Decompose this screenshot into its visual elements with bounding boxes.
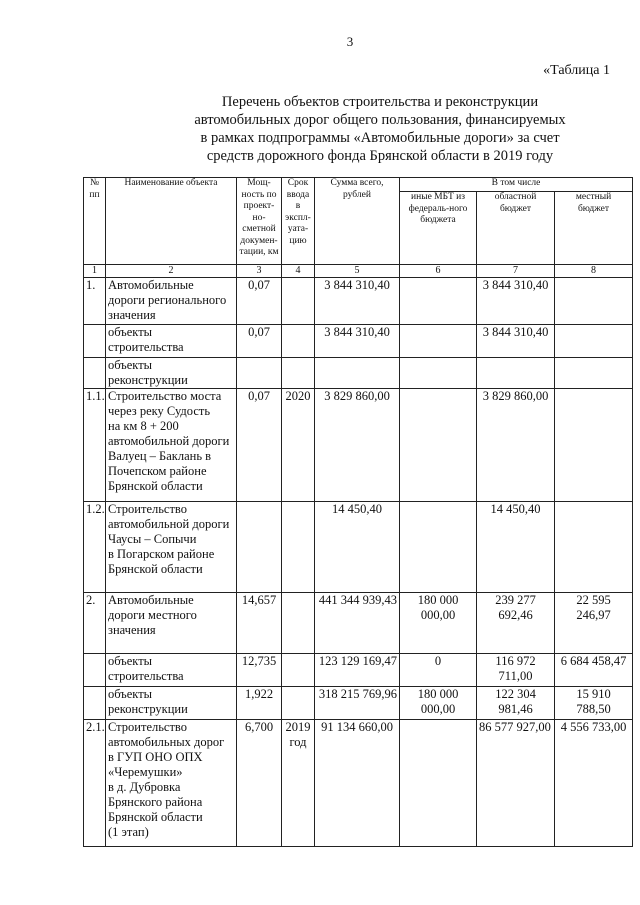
mbt-federal — [400, 720, 477, 847]
mbt-federal — [400, 389, 477, 502]
capacity-value: 0,07 — [237, 278, 282, 325]
table-row — [84, 654, 633, 687]
header-name: Наименование объекта — [106, 178, 237, 265]
total-sum: 3 844 310,40 — [315, 325, 400, 358]
mbt-federal — [400, 325, 477, 358]
regional-budget: 122 304 981,46 — [477, 687, 555, 720]
regional-budget: 3 844 310,40 — [477, 278, 555, 325]
deadline-value — [282, 278, 315, 325]
table-row — [84, 502, 633, 593]
object-name: объекты реконструкции — [106, 358, 237, 389]
row-number — [84, 687, 106, 720]
row-number: 2.1. — [84, 720, 106, 847]
table-row — [84, 720, 633, 847]
regional-budget: 116 972 711,00 — [477, 654, 555, 687]
header-regional: областной бюджет — [477, 192, 555, 265]
capacity-value: 6,700 — [237, 720, 282, 847]
column-numbers-row — [84, 265, 633, 278]
table-row — [84, 687, 633, 720]
table-row — [84, 389, 633, 502]
deadline-value — [282, 687, 315, 720]
mbt-federal: 180 000 000,00 — [400, 687, 477, 720]
row-number — [84, 325, 106, 358]
header-total: Сумма всего, рублей — [315, 178, 400, 265]
page-number: 3 — [346, 34, 354, 49]
header-mbt: иные МБТ из федераль-ного бюджета — [400, 192, 477, 265]
object-name: объекты реконструкции — [106, 687, 237, 720]
regional-budget: 3 829 860,00 — [477, 389, 555, 502]
header-num: № пп — [84, 178, 106, 265]
title-line: в рамках подпрограммы «Автомобильные дороги» за счет — [200, 130, 560, 146]
mbt-federal — [400, 278, 477, 325]
deadline-value — [282, 358, 315, 389]
object-name: Строительство моста через реку Судость на км 8 + 200 автомобильной дороги Валуец – Баклань в Почепском районе Брянской области — [106, 389, 237, 502]
regional-budget: 86 577 927,00 — [477, 720, 555, 847]
column-number: 8 — [555, 265, 633, 278]
total-sum — [315, 358, 400, 389]
local-budget — [555, 358, 633, 389]
table-row — [84, 325, 633, 358]
objects-table — [83, 177, 633, 847]
mbt-federal: 0 — [400, 654, 477, 687]
row-number — [84, 654, 106, 687]
row-number: 1.1. — [84, 389, 106, 502]
capacity-value: 1,922 — [237, 687, 282, 720]
header-capacity: Мощ- ность по проект- но- сметной докумен- тации, км — [237, 178, 282, 265]
deadline-value — [282, 325, 315, 358]
column-number: 5 — [315, 265, 400, 278]
row-number — [84, 358, 106, 389]
object-name: Строительство автомобильных дорог в ГУП ОНО ОПХ «Черемушки» в д. Дубровка Брянского района Брянской области (1 этап) — [106, 720, 237, 847]
local-budget: 6 684 458,47 — [555, 654, 633, 687]
object-name: Автомобильные дороги местного значения — [106, 593, 237, 654]
deadline-value: 2020 — [282, 389, 315, 502]
total-sum: 3 844 310,40 — [315, 278, 400, 325]
capacity-value — [237, 502, 282, 593]
capacity-value: 0,07 — [237, 389, 282, 502]
column-number: 7 — [477, 265, 555, 278]
local-budget — [555, 389, 633, 502]
row-number: 1.2. — [84, 502, 106, 593]
capacity-value: 12,735 — [237, 654, 282, 687]
mbt-federal: 180 000 000,00 — [400, 593, 477, 654]
table-row — [84, 278, 633, 325]
total-sum: 441 344 939,43 — [315, 593, 400, 654]
capacity-value: 14,657 — [237, 593, 282, 654]
deadline-value — [282, 502, 315, 593]
total-sum: 123 129 169,47 — [315, 654, 400, 687]
regional-budget: 3 844 310,40 — [477, 325, 555, 358]
object-name: Строительство автомобильной дороги Чаусы – Сопычи в Погарском районе Брянской области — [106, 502, 237, 593]
local-budget — [555, 325, 633, 358]
deadline-value — [282, 654, 315, 687]
column-number: 1 — [84, 265, 106, 278]
object-name: объекты строительства — [106, 654, 237, 687]
document-title — [120, 93, 640, 165]
capacity-value — [237, 358, 282, 389]
header-local: местный бюджет — [555, 192, 633, 265]
column-number: 4 — [282, 265, 315, 278]
deadline-value: 2019 год — [282, 720, 315, 847]
header-including: В том числе — [400, 178, 633, 192]
title-line: средств дорожного фонда Брянской области в 2019 году — [206, 148, 554, 164]
column-number: 3 — [237, 265, 282, 278]
capacity-value: 0,07 — [237, 325, 282, 358]
total-sum: 318 215 769,96 — [315, 687, 400, 720]
regional-budget: 239 277 692,46 — [477, 593, 555, 654]
total-sum: 3 829 860,00 — [315, 389, 400, 502]
local-budget: 22 595 246,97 — [555, 593, 633, 654]
title-line: Перечень объектов строительства и реконструкции — [221, 94, 539, 110]
column-number: 6 — [400, 265, 477, 278]
local-budget — [555, 278, 633, 325]
regional-budget: 14 450,40 — [477, 502, 555, 593]
mbt-federal — [400, 502, 477, 593]
header-deadline: Срок ввода в экспл- уата- цию — [282, 178, 315, 265]
total-sum: 14 450,40 — [315, 502, 400, 593]
table-label: «Таблица 1 — [543, 63, 610, 78]
local-budget — [555, 502, 633, 593]
local-budget: 4 556 733,00 — [555, 720, 633, 847]
deadline-value — [282, 593, 315, 654]
regional-budget — [477, 358, 555, 389]
table-row — [84, 593, 633, 654]
local-budget: 15 910 788,50 — [555, 687, 633, 720]
title-line: автомобильных дорог общего пользования, финансируемых — [194, 112, 566, 128]
object-name: объекты строительства — [106, 325, 237, 358]
row-number: 2. — [84, 593, 106, 654]
mbt-federal — [400, 358, 477, 389]
column-number: 2 — [106, 265, 237, 278]
object-name: Автомобильные дороги регионального значения — [106, 278, 237, 325]
table-header-row — [84, 178, 633, 192]
table-row — [84, 358, 633, 389]
total-sum: 91 134 660,00 — [315, 720, 400, 847]
row-number: 1. — [84, 278, 106, 325]
